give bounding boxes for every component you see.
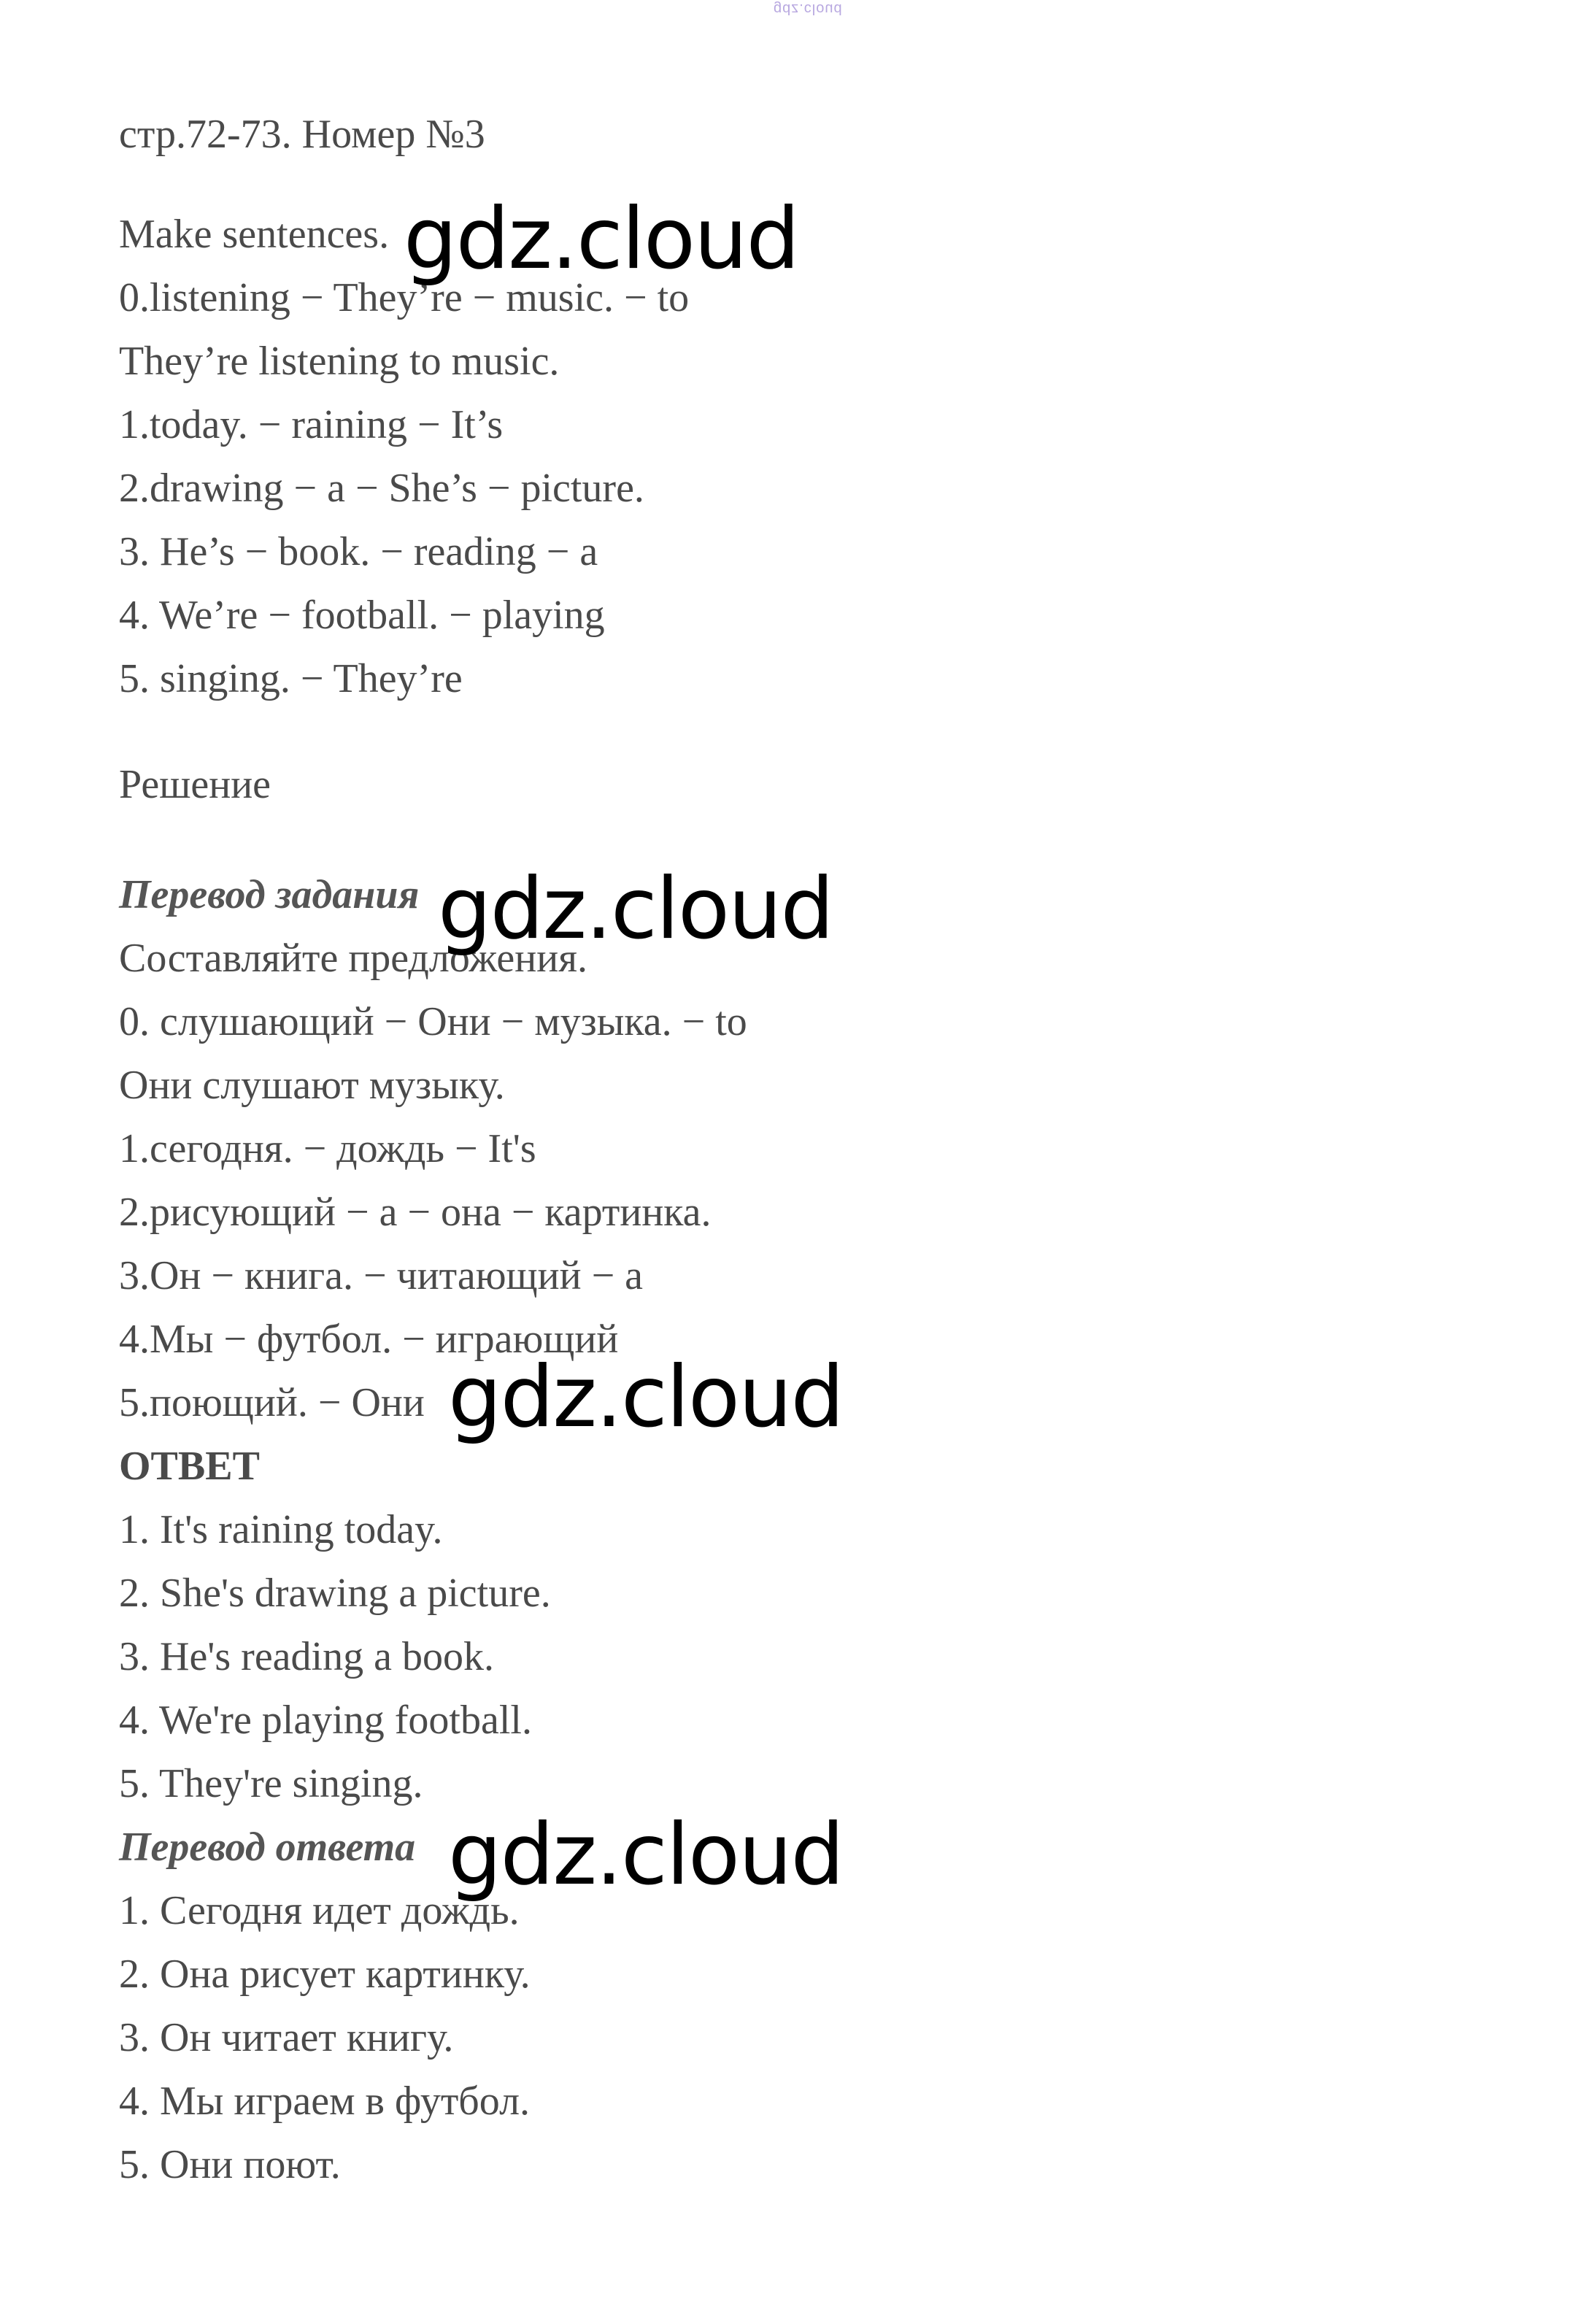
answer-translation-line-4: 4. Мы играем в футбол.	[119, 2079, 531, 2124]
answer-translation-line-2: 2. Она рисует картинку.	[119, 1952, 531, 1997]
translation-line-2: 2.рисующий − a − она − картинка.	[119, 1190, 712, 1235]
translation-line-instruction: Составляйте предложения.	[119, 936, 587, 981]
answer-title: ОТВЕТ	[119, 1444, 260, 1489]
page-header: стр.72-73. Номер №3	[119, 112, 485, 157]
watermark-3: gdz.cloud	[448, 1348, 844, 1447]
answer-translation-title: Перевод ответа	[119, 1825, 416, 1870]
translation-title: Перевод задания	[119, 872, 420, 917]
watermark-2: gdz.cloud	[438, 860, 833, 958]
task-line-2: 2.drawing − a − She’s − picture.	[119, 466, 644, 511]
task-line-1: 1.today. − raining − It’s	[119, 402, 504, 447]
answer-translation-line-1: 1. Сегодня идет дождь.	[119, 1888, 520, 1933]
answer-line-4: 4. We're playing football.	[119, 1698, 532, 1743]
task-line-0: 0.listening − They’re − music. − to	[119, 275, 690, 320]
translation-line-3: 3.Он − книга. − читающий − a	[119, 1253, 644, 1298]
answer-line-5: 5. They're singing.	[119, 1761, 423, 1806]
answer-line-2: 2. She's drawing a picture.	[119, 1571, 551, 1616]
answer-translation-line-5: 5. Они поют.	[119, 2142, 341, 2187]
top-watermark-mark: gdz.cloud	[774, 1, 843, 17]
translation-line-0: 0. слушающий − Они − музыка. − to	[119, 999, 747, 1044]
solution-title: Решение	[119, 762, 271, 807]
translation-line-example: Они слушают музыку.	[119, 1063, 505, 1108]
watermark-4: gdz.cloud	[448, 1806, 844, 1904]
translation-line-4: 4.Мы − футбол. − играющий	[119, 1317, 619, 1362]
task-instruction: Make sentences.	[119, 212, 390, 257]
translation-line-1: 1.сегодня. − дождь − It's	[119, 1126, 536, 1171]
task-line-5: 5. singing. − They’re	[119, 656, 463, 701]
task-line-4: 4. We’re − football. − playing	[119, 593, 605, 638]
answer-line-3: 3. He's reading a book.	[119, 1634, 494, 1679]
answer-translation-line-3: 3. Он читает книгу.	[119, 2015, 454, 2060]
task-line-3: 3. He’s − book. − reading − a	[119, 529, 598, 574]
watermark-1: gdz.cloud	[404, 190, 799, 288]
task-line-example: They’re listening to music.	[119, 339, 560, 384]
answer-line-1: 1. It's raining today.	[119, 1507, 443, 1552]
translation-line-5: 5.поющий. − Они	[119, 1380, 425, 1425]
